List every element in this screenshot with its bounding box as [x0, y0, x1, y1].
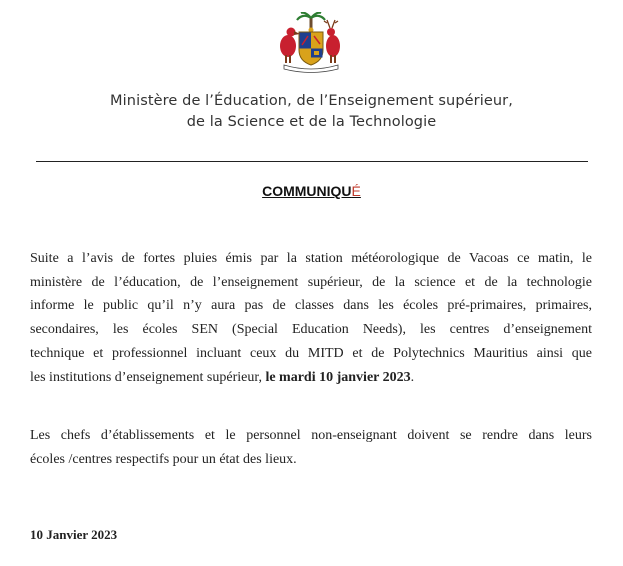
dodo-supporter-icon: [280, 28, 300, 64]
ministry-name-line1: Ministère de l’Éducation, de l’Enseignement supérieur,: [110, 93, 513, 109]
last-line-suffix: .: [410, 369, 415, 385]
staff-instruction-paragraph: [30, 424, 592, 471]
title-main: COMMUNIQU: [262, 183, 352, 199]
paragraph-line: ministère de l’éducation, de l’enseignement supérieur, de la science et de la technologie: [30, 274, 592, 290]
motto-scroll: [284, 65, 338, 73]
last-line-prefix: les institutions d’enseignement supérieur,: [30, 369, 262, 385]
paragraph-line: informe le public qu’il n’y aura pas de classes dans les écoles pré-primaires, primaires,: [30, 298, 592, 314]
closure-date-bold: le mardi 10 janvier 2023: [265, 369, 411, 385]
deer-supporter-icon: [324, 20, 340, 63]
shield-icon: [299, 32, 323, 65]
palm-tree-icon: [297, 13, 325, 33]
ministry-name-line2: de la Science et de la Technologie: [186, 114, 437, 130]
document-title: [0, 183, 623, 199]
paragraph-last-line: [30, 366, 592, 390]
announcement-paragraph: [30, 247, 592, 389]
paragraph-line: Les chefs d’établissements et le personnel non-enseignant doivent se rendre dans leurs: [30, 428, 592, 443]
paragraph-line: technique et professionnel incluant ceux du MITD et de Polytechnics Mauritius ainsi que: [30, 345, 592, 361]
title-tail: É: [351, 183, 361, 199]
coat-of-arms-emblem: [270, 12, 352, 74]
header-divider: [36, 161, 588, 162]
paragraph-line: écoles /centres respectifs pour un état des lieux.: [30, 451, 297, 467]
document-date: 10 Janvier 2023: [30, 527, 118, 542]
paragraph-line: Suite a l’avis de fortes pluies émis par la station météorologique de Vacoas ce matin, le: [30, 251, 592, 266]
paragraph-line: secondaires, les écoles SEN (Special Education Needs), les centres d’enseignement: [30, 322, 592, 338]
